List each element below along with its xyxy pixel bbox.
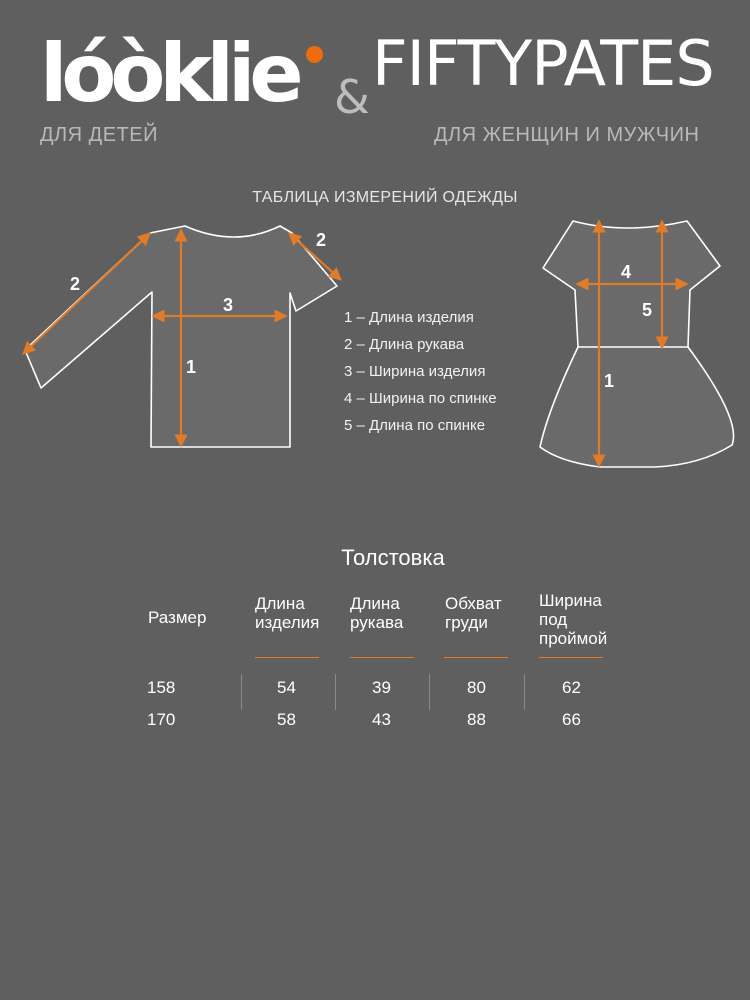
column-divider [524,674,525,710]
column-divider [335,674,336,710]
legend-item: 4 – Ширина по спинке [344,390,497,407]
looklie-subtitle: ДЛЯ ДЕТЕЙ [40,124,158,146]
header-underline [255,657,319,658]
shirt-marker-sleeve: 2 [70,274,81,294]
table-cell: 170 [147,710,176,729]
header-underline [444,657,508,658]
product-title: Толстовка [341,545,445,570]
table-cell: 62 [562,678,581,697]
header-underline [539,657,603,658]
legend-item: 2 – Длина рукава [344,336,465,353]
header-underline [350,657,414,658]
measurements-title: ТАБЛИЦА ИЗМЕРЕНИЙ ОДЕЖДЫ [252,189,518,206]
fiftypates-logo: FIFTYPATES [372,27,714,100]
legend-item: 1 – Длина изделия [344,309,474,326]
header-armhole-width: Ширина под проймой [539,591,608,648]
column-divider [429,674,430,710]
legend-item: 5 – Длина по спинке [344,417,486,434]
table-cell: 158 [147,678,176,697]
table-cell: 80 [467,678,486,697]
measurement-legend [344,309,497,444]
legend-item: 3 – Ширина изделия [344,363,486,380]
header-sleeve: Длина рукава [350,594,404,632]
header-chest: Обхват груди [445,594,502,632]
table-cell: 88 [467,710,486,729]
fiftypates-subtitle: ДЛЯ ЖЕНЩИН И МУЖЧИН [434,124,700,146]
shirt-marker-length: 1 [186,357,197,377]
header-length: Длина изделия [255,594,320,632]
shirt-marker-width: 3 [223,295,234,315]
dress-marker-back-length: 5 [642,300,653,320]
dress-marker-back-width: 4 [621,262,632,282]
table-cell: 43 [372,710,391,729]
dress-outline [540,221,734,467]
table-cell: 39 [372,678,391,697]
looklie-logo: lóòklie [40,34,298,114]
table-cell: 54 [277,678,296,697]
table-cell: 66 [562,710,581,729]
shirt-marker-sleeve-top: 2 [316,230,327,250]
header-size: Размер [148,608,207,627]
table-cell: 58 [277,710,296,729]
dress-marker-length: 1 [604,371,615,391]
column-divider [241,674,242,710]
ampersand: & [334,70,370,124]
